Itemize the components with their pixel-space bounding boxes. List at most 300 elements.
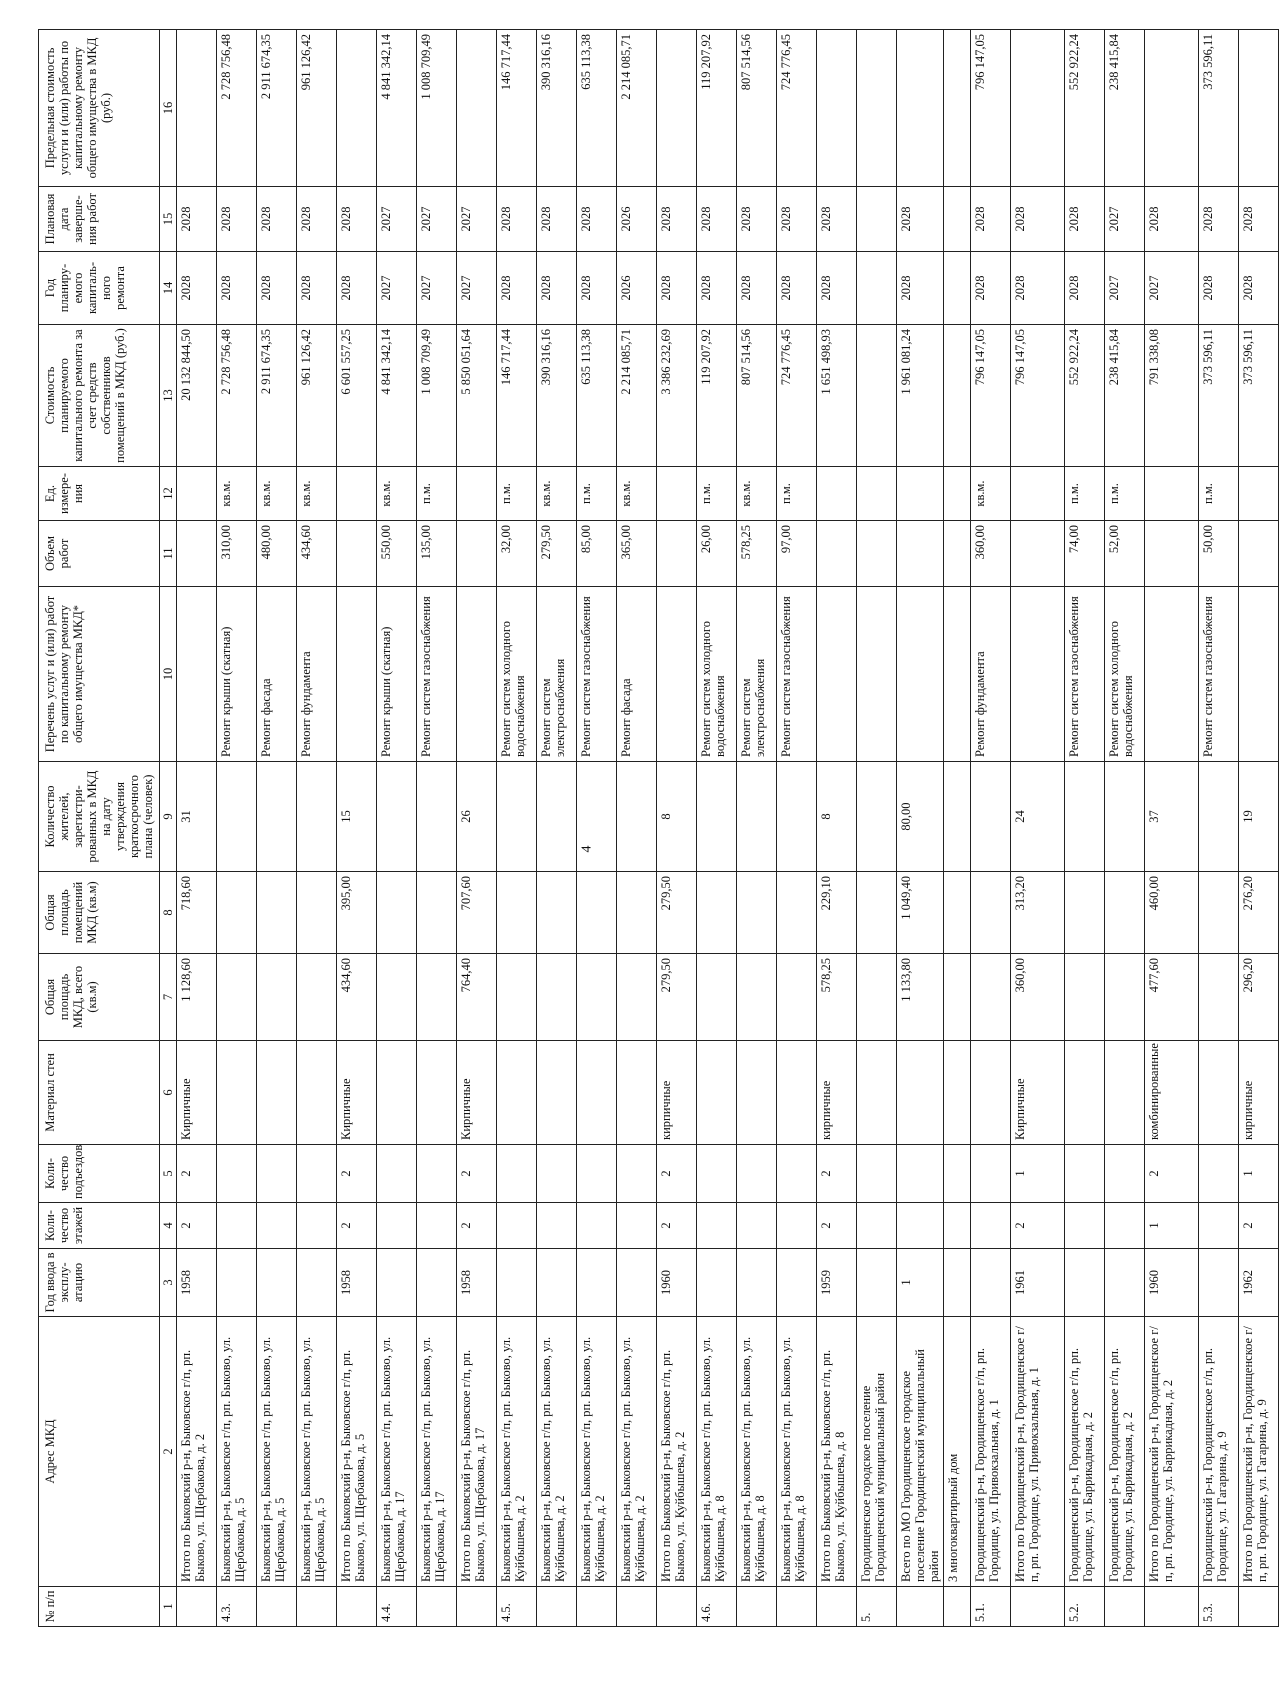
unit-cell xyxy=(657,467,697,521)
wall-material-cell xyxy=(944,1041,971,1145)
address-cell: Городищенское городское поселение Городищенский муниципальный район xyxy=(857,1317,897,1587)
wall-material-cell xyxy=(377,1041,417,1145)
header-cell: № п/п xyxy=(39,1587,160,1627)
year-built-cell xyxy=(577,1249,617,1317)
work-volume-cell xyxy=(1239,521,1279,587)
repair-cost-cell: 390 316,16 xyxy=(537,325,577,467)
address-cell: Итого по Городищенский р-н, Городищенское г/п, рп. Городище, ул. Привокзальная, д. 1 xyxy=(1011,1317,1065,1587)
premises-area-cell xyxy=(377,872,417,954)
unit-cell xyxy=(857,467,897,521)
wall-material-cell xyxy=(297,1041,337,1145)
unit-cell: кв.м. xyxy=(617,467,657,521)
header-cell: Коли-чество подъездов xyxy=(39,1145,160,1203)
max-cost-cell: 119 207,92 xyxy=(697,30,737,187)
completion-date-cell: 2028 xyxy=(777,187,817,252)
max-cost-cell xyxy=(897,30,944,187)
max-cost-cell xyxy=(857,30,897,187)
row-number-cell xyxy=(817,1587,857,1627)
unit-cell: п.м. xyxy=(417,467,457,521)
column-number: 7 xyxy=(160,954,177,1041)
work-type-cell xyxy=(657,587,697,762)
column-number: 14 xyxy=(160,252,177,325)
floors-cell xyxy=(417,1203,457,1249)
address-cell: Быковский р-н, Быковское г/п, рп. Быково, ул. Щербакова, д. 5 xyxy=(257,1317,297,1587)
wall-material-cell xyxy=(1199,1041,1239,1145)
address-cell: Итого по Быковский р-н, Быковское г/п, рп. Быково, ул. Щербакова, д. 17 xyxy=(457,1317,497,1587)
work-volume-cell: 365,00 xyxy=(617,521,657,587)
premises-area-cell xyxy=(417,872,457,954)
table-row xyxy=(417,30,457,1627)
premises-area-cell: 718,60 xyxy=(177,872,217,954)
work-volume-cell: 32,00 xyxy=(497,521,537,587)
wall-material-cell: комбинированные xyxy=(1145,1041,1199,1145)
entrances-cell xyxy=(297,1145,337,1203)
repair-year-cell: 2028 xyxy=(297,252,337,325)
completion-date-cell: 2027 xyxy=(377,187,417,252)
address-cell: Итого по Городищенский р-н, Городищенское г/п, рп. Городище, ул. Баррикадная, д. 2 xyxy=(1145,1317,1199,1587)
table-row xyxy=(1145,30,1199,1627)
residents-cell: 31 xyxy=(177,762,217,872)
work-type-cell: Ремонт систем газоснабжения xyxy=(1065,587,1105,762)
row-number-cell xyxy=(1011,1587,1065,1627)
max-cost-cell: 796 147,05 xyxy=(971,30,1011,187)
entrances-cell xyxy=(217,1145,257,1203)
entrances-cell: 1 xyxy=(1011,1145,1065,1203)
header-cell: Ед. измере-ния xyxy=(39,467,160,521)
repair-year-cell: 2028 xyxy=(497,252,537,325)
max-cost-cell xyxy=(1145,30,1199,187)
premises-area-cell xyxy=(737,872,777,954)
floors-cell xyxy=(971,1203,1011,1249)
work-volume-cell: 52,00 xyxy=(1105,521,1145,587)
repair-cost-cell: 4 841 342,14 xyxy=(377,325,417,467)
completion-date-cell: 2028 xyxy=(1145,187,1199,252)
repair-year-cell: 2028 xyxy=(257,252,297,325)
year-built-cell xyxy=(377,1249,417,1317)
residents-cell: 37 xyxy=(1145,762,1199,872)
repair-cost-cell: 1 961 081,24 xyxy=(897,325,944,467)
unit-cell xyxy=(457,467,497,521)
total-area-cell xyxy=(1105,954,1145,1041)
work-type-cell: Ремонт систем холодного водоснабжения xyxy=(497,587,537,762)
completion-date-cell: 2028 xyxy=(971,187,1011,252)
completion-date-cell: 2028 xyxy=(1239,187,1279,252)
unit-cell: п.м. xyxy=(1065,467,1105,521)
year-built-cell xyxy=(617,1249,657,1317)
column-number: 6 xyxy=(160,1041,177,1145)
floors-cell: 2 xyxy=(1011,1203,1065,1249)
year-built-cell xyxy=(497,1249,537,1317)
entrances-cell xyxy=(617,1145,657,1203)
repair-year-cell: 2026 xyxy=(617,252,657,325)
repair-cost-cell xyxy=(857,325,897,467)
entrances-cell xyxy=(1199,1145,1239,1203)
column-number: 13 xyxy=(160,325,177,467)
unit-cell: п.м. xyxy=(497,467,537,521)
address-cell: Быковский р-н, Быковское г/п, рп. Быково, ул. Куйбышева, д. 8 xyxy=(697,1317,737,1587)
total-area-cell xyxy=(297,954,337,1041)
table-row xyxy=(1105,30,1145,1627)
total-area-cell xyxy=(777,954,817,1041)
row-number-cell xyxy=(1145,1587,1199,1627)
wall-material-cell xyxy=(1105,1041,1145,1145)
residents-cell xyxy=(257,762,297,872)
residents-cell xyxy=(944,762,971,872)
completion-date-cell: 2028 xyxy=(337,187,377,252)
table-row xyxy=(1239,30,1279,1627)
completion-date-cell: 2028 xyxy=(257,187,297,252)
table-row xyxy=(857,30,897,1627)
address-cell: Быковский р-н, Быковское г/п, рп. Быково, ул. Куйбышева, д. 8 xyxy=(777,1317,817,1587)
max-cost-cell xyxy=(457,30,497,187)
entrances-cell: 2 xyxy=(817,1145,857,1203)
completion-date-cell: 2028 xyxy=(1011,187,1065,252)
row-number-cell xyxy=(457,1587,497,1627)
work-volume-cell xyxy=(897,521,944,587)
repair-cost-cell: 2 214 085,71 xyxy=(617,325,657,467)
max-cost-cell: 961 126,42 xyxy=(297,30,337,187)
row-number-cell xyxy=(417,1587,457,1627)
address-cell: Итого по Быковский р-н, Быковское г/п, рп. Быково, ул. Куйбышева, д. 8 xyxy=(817,1317,857,1587)
premises-area-cell xyxy=(1065,872,1105,954)
repair-cost-cell: 552 922,24 xyxy=(1065,325,1105,467)
row-number-cell: 4.6. xyxy=(697,1587,737,1627)
address-cell: Быковский р-н, Быковское г/п, рп. Быково, ул. Куйбышева, д. 2 xyxy=(577,1317,617,1587)
row-number-cell xyxy=(1239,1587,1279,1627)
work-type-cell xyxy=(177,587,217,762)
work-type-cell xyxy=(944,587,971,762)
max-cost-cell: 2 728 756,48 xyxy=(217,30,257,187)
header-cell: Количество жителей, зарегистри-рованных в МКД на дату утверждения краткосрочного плана (человек) xyxy=(39,762,160,872)
address-cell: Быковский р-н, Быковское г/п, рп. Быково, ул. Щербакова, д. 5 xyxy=(217,1317,257,1587)
header-cell: Перечень услуг и (или) работ по капитальному ремонту общего имущества МКД* xyxy=(39,587,160,762)
wall-material-cell xyxy=(257,1041,297,1145)
work-volume-cell xyxy=(657,521,697,587)
column-number: 15 xyxy=(160,187,177,252)
work-volume-cell: 310,00 xyxy=(217,521,257,587)
floors-cell xyxy=(377,1203,417,1249)
header-row xyxy=(39,30,160,1627)
completion-date-cell: 2028 xyxy=(817,187,857,252)
residents-cell xyxy=(617,762,657,872)
max-cost-cell: 2 214 085,71 xyxy=(617,30,657,187)
work-volume-cell xyxy=(944,521,971,587)
repair-year-cell: 2028 xyxy=(817,252,857,325)
wall-material-cell xyxy=(1065,1041,1105,1145)
repair-year-cell xyxy=(944,252,971,325)
residents-cell xyxy=(971,762,1011,872)
entrances-cell xyxy=(417,1145,457,1203)
address-cell: Быковский р-н, Быковское г/п, рп. Быково, ул. Щербакова, д. 5 xyxy=(297,1317,337,1587)
unit-cell xyxy=(817,467,857,521)
premises-area-cell xyxy=(777,872,817,954)
residents-cell: 80,00 xyxy=(897,762,944,872)
residents-cell xyxy=(777,762,817,872)
address-cell: Быковский р-н, Быковское г/п, рп. Быково, ул. Куйбышева, д. 2 xyxy=(497,1317,537,1587)
entrances-cell xyxy=(777,1145,817,1203)
residents-cell xyxy=(497,762,537,872)
table-row xyxy=(177,30,217,1627)
table-row xyxy=(617,30,657,1627)
max-cost-cell xyxy=(817,30,857,187)
row-number-cell xyxy=(337,1587,377,1627)
work-volume-cell: 360,00 xyxy=(971,521,1011,587)
total-area-cell xyxy=(944,954,971,1041)
entrances-cell xyxy=(697,1145,737,1203)
column-number-row xyxy=(160,30,177,1627)
unit-cell xyxy=(1239,467,1279,521)
max-cost-cell: 373 596,11 xyxy=(1199,30,1239,187)
residents-cell: 15 xyxy=(337,762,377,872)
row-number-cell xyxy=(737,1587,777,1627)
max-cost-cell xyxy=(1011,30,1065,187)
unit-cell: кв.м. xyxy=(737,467,777,521)
address-cell: Городищенский р-н, Городищенское г/п, рп. Городище, ул. Привокзальная, д. 1 xyxy=(971,1317,1011,1587)
column-number: 2 xyxy=(160,1317,177,1587)
work-volume-cell: 434,60 xyxy=(297,521,337,587)
column-number: 11 xyxy=(160,521,177,587)
floors-cell: 2 xyxy=(177,1203,217,1249)
total-area-cell xyxy=(497,954,537,1041)
repair-cost-cell: 961 126,42 xyxy=(297,325,337,467)
wall-material-cell: Кирпичные xyxy=(1011,1041,1065,1145)
entrances-cell: 2 xyxy=(457,1145,497,1203)
table-row xyxy=(897,30,944,1627)
row-number-cell xyxy=(177,1587,217,1627)
address-cell: Итого по Городищенский р-н, Городищенское г/п, рп. Городище, ул. Гагарина, д. 9 xyxy=(1239,1317,1279,1587)
max-cost-cell: 807 514,56 xyxy=(737,30,777,187)
unit-cell: п.м. xyxy=(1105,467,1145,521)
floors-cell: 2 xyxy=(457,1203,497,1249)
row-number-cell: 4.5. xyxy=(497,1587,537,1627)
table-row xyxy=(337,30,377,1627)
repair-cost-cell: 146 717,44 xyxy=(497,325,537,467)
wall-material-cell: Кирпичные xyxy=(177,1041,217,1145)
table-row xyxy=(217,30,257,1627)
unit-cell xyxy=(944,467,971,521)
repair-cost-cell: 807 514,56 xyxy=(737,325,777,467)
wall-material-cell xyxy=(777,1041,817,1145)
entrances-cell xyxy=(577,1145,617,1203)
address-cell: Всего по МО Городищенское городское поселение Городищенский муниципальный район xyxy=(897,1317,944,1587)
table-row xyxy=(1065,30,1105,1627)
row-number-cell: 4.3. xyxy=(217,1587,257,1627)
column-number: 3 xyxy=(160,1249,177,1317)
wall-material-cell xyxy=(537,1041,577,1145)
wall-material-cell xyxy=(971,1041,1011,1145)
repair-year-cell: 2028 xyxy=(577,252,617,325)
header-cell: Материал стен xyxy=(39,1041,160,1145)
row-number-cell: 5.3. xyxy=(1199,1587,1239,1627)
year-built-cell: 1961 xyxy=(1011,1249,1065,1317)
year-built-cell xyxy=(257,1249,297,1317)
work-volume-cell: 279,50 xyxy=(537,521,577,587)
max-cost-cell xyxy=(1239,30,1279,187)
completion-date-cell xyxy=(857,187,897,252)
completion-date-cell: 2028 xyxy=(1199,187,1239,252)
completion-date-cell: 2026 xyxy=(617,187,657,252)
year-built-cell xyxy=(697,1249,737,1317)
residents-cell xyxy=(857,762,897,872)
residents-cell xyxy=(377,762,417,872)
wall-material-cell: кирпичные xyxy=(657,1041,697,1145)
work-type-cell: Ремонт систем холодного водоснабжения xyxy=(697,587,737,762)
total-area-cell xyxy=(737,954,777,1041)
repair-cost-cell: 5 850 051,64 xyxy=(457,325,497,467)
residents-cell xyxy=(577,762,617,872)
repair-year-cell: 2028 xyxy=(177,252,217,325)
year-built-cell xyxy=(944,1249,971,1317)
residents-cell xyxy=(697,762,737,872)
premises-area-cell: 229,10 xyxy=(817,872,857,954)
residents-cell xyxy=(1199,762,1239,872)
completion-date-cell: 2028 xyxy=(737,187,777,252)
work-type-cell: Ремонт систем газоснабжения xyxy=(577,587,617,762)
year-built-cell xyxy=(217,1249,257,1317)
max-cost-cell xyxy=(944,30,971,187)
table-row xyxy=(457,30,497,1627)
total-area-cell: 434,60 xyxy=(337,954,377,1041)
repair-year-cell: 2028 xyxy=(657,252,697,325)
premises-area-cell xyxy=(297,872,337,954)
repair-plan-table xyxy=(38,29,1279,1627)
max-cost-cell xyxy=(337,30,377,187)
work-type-cell: Ремонт фундамента xyxy=(971,587,1011,762)
row-number-cell xyxy=(257,1587,297,1627)
premises-area-cell: 707,60 xyxy=(457,872,497,954)
max-cost-cell: 146 717,44 xyxy=(497,30,537,187)
repair-year-cell: 2028 xyxy=(1011,252,1065,325)
table-row xyxy=(777,30,817,1627)
repair-year-cell: 2028 xyxy=(737,252,777,325)
work-type-cell: Ремонт систем газоснабжения xyxy=(1199,587,1239,762)
header-cell: Плановая дата заверше-ния работ xyxy=(39,187,160,252)
header-cell: Предельная стоимость услуги и (или) работы по капитальному ремонту общего имущества в МКД (руб.) xyxy=(39,30,160,187)
unit-cell: п.м. xyxy=(1199,467,1239,521)
work-volume-cell xyxy=(857,521,897,587)
floors-cell xyxy=(1105,1203,1145,1249)
work-volume-cell xyxy=(457,521,497,587)
entrances-cell xyxy=(497,1145,537,1203)
max-cost-cell: 724 776,45 xyxy=(777,30,817,187)
header-cell: Год планиру-емого капиталь-ного ремонта xyxy=(39,252,160,325)
address-cell: Городищенский р-н, Городищенское г/п, рп. Городище, ул. Гагарина, д. 9 xyxy=(1199,1317,1239,1587)
residents-cell: 8 xyxy=(657,762,697,872)
residents-cell xyxy=(737,762,777,872)
column-number: 16 xyxy=(160,30,177,187)
repair-cost-cell: 724 776,45 xyxy=(777,325,817,467)
year-built-cell: 1958 xyxy=(337,1249,377,1317)
work-volume-cell: 26,00 xyxy=(697,521,737,587)
completion-date-cell: 2028 xyxy=(297,187,337,252)
premises-area-cell xyxy=(217,872,257,954)
unit-cell xyxy=(1145,467,1199,521)
total-area-cell xyxy=(577,954,617,1041)
premises-area-cell: 395,00 xyxy=(337,872,377,954)
max-cost-cell: 1 008 709,49 xyxy=(417,30,457,187)
repair-cost-cell: 2 728 756,48 xyxy=(217,325,257,467)
repair-year-cell: 2028 xyxy=(1065,252,1105,325)
entrances-cell xyxy=(257,1145,297,1203)
floors-cell: 1 xyxy=(1145,1203,1199,1249)
unit-cell: кв.м. xyxy=(377,467,417,521)
header-cell: Год ввода в эксплу-атацию xyxy=(39,1249,160,1317)
repair-cost-cell: 20 132 844,50 xyxy=(177,325,217,467)
repair-year-cell: 2028 xyxy=(897,252,944,325)
row-number-cell: 5.1. xyxy=(971,1587,1011,1627)
work-volume-cell: 578,25 xyxy=(737,521,777,587)
entrances-cell xyxy=(971,1145,1011,1203)
entrances-cell xyxy=(1065,1145,1105,1203)
unit-cell xyxy=(177,467,217,521)
column-number: 9 xyxy=(160,762,177,872)
row-number-cell xyxy=(1105,1587,1145,1627)
work-type-cell: Ремонт систем электроснабжения xyxy=(537,587,577,762)
address-cell: 3 многоквартирный дом xyxy=(944,1317,971,1587)
address-cell: Быковский р-н, Быковское г/п, рп. Быково, ул. Куйбышева, д. 2 xyxy=(537,1317,577,1587)
residents-cell xyxy=(1105,762,1145,872)
work-type-cell: Ремонт систем газоснабжения xyxy=(777,587,817,762)
residents-cell xyxy=(417,762,457,872)
row-number-cell xyxy=(944,1587,971,1627)
unit-cell: кв.м. xyxy=(257,467,297,521)
work-type-cell xyxy=(1239,587,1279,762)
row-number-cell xyxy=(537,1587,577,1627)
premises-area-cell: 313,20 xyxy=(1011,872,1065,954)
wall-material-cell: Кирпичные xyxy=(337,1041,377,1145)
entrances-cell xyxy=(737,1145,777,1203)
max-cost-cell xyxy=(657,30,697,187)
completion-date-cell: 2028 xyxy=(897,187,944,252)
year-built-cell xyxy=(1199,1249,1239,1317)
wall-material-cell xyxy=(897,1041,944,1145)
residents-cell: 24 xyxy=(1011,762,1065,872)
total-area-cell xyxy=(617,954,657,1041)
unit-cell: п.м. xyxy=(697,467,737,521)
repair-year-cell: 2027 xyxy=(417,252,457,325)
column-number: 12 xyxy=(160,467,177,521)
completion-date-cell: 2028 xyxy=(497,187,537,252)
work-type-cell: Ремонт крыши (скатная) xyxy=(377,587,417,762)
floors-cell xyxy=(857,1203,897,1249)
row-number-cell xyxy=(657,1587,697,1627)
completion-date-cell: 2028 xyxy=(1065,187,1105,252)
address-cell: Быковский р-н, Быковское г/п, рп. Быково, ул. Щербакова, д. 17 xyxy=(377,1317,417,1587)
unit-cell xyxy=(1011,467,1065,521)
entrances-cell: 2 xyxy=(177,1145,217,1203)
table-row xyxy=(697,30,737,1627)
premises-area-cell xyxy=(257,872,297,954)
work-type-cell: Ремонт фасада xyxy=(257,587,297,762)
floors-cell xyxy=(257,1203,297,1249)
header-cell: Объем работ xyxy=(39,521,160,587)
premises-area-cell xyxy=(537,872,577,954)
repair-cost-cell: 796 147,05 xyxy=(971,325,1011,467)
header-cell: Адрес МКД xyxy=(39,1317,160,1587)
unit-cell: п.м. xyxy=(777,467,817,521)
floors-cell: 2 xyxy=(657,1203,697,1249)
premises-area-cell xyxy=(1199,872,1239,954)
address-cell: Итого по Быковский р-н, Быковское г/п, рп. Быково, ул. Куйбышева, д. 2 xyxy=(657,1317,697,1587)
floors-cell xyxy=(1199,1203,1239,1249)
floors-cell xyxy=(1065,1203,1105,1249)
year-built-cell xyxy=(737,1249,777,1317)
max-cost-cell: 390 316,16 xyxy=(537,30,577,187)
year-built-cell: 1958 xyxy=(457,1249,497,1317)
entrances-cell xyxy=(857,1145,897,1203)
completion-date-cell: 2027 xyxy=(1105,187,1145,252)
floors-cell: 2 xyxy=(817,1203,857,1249)
